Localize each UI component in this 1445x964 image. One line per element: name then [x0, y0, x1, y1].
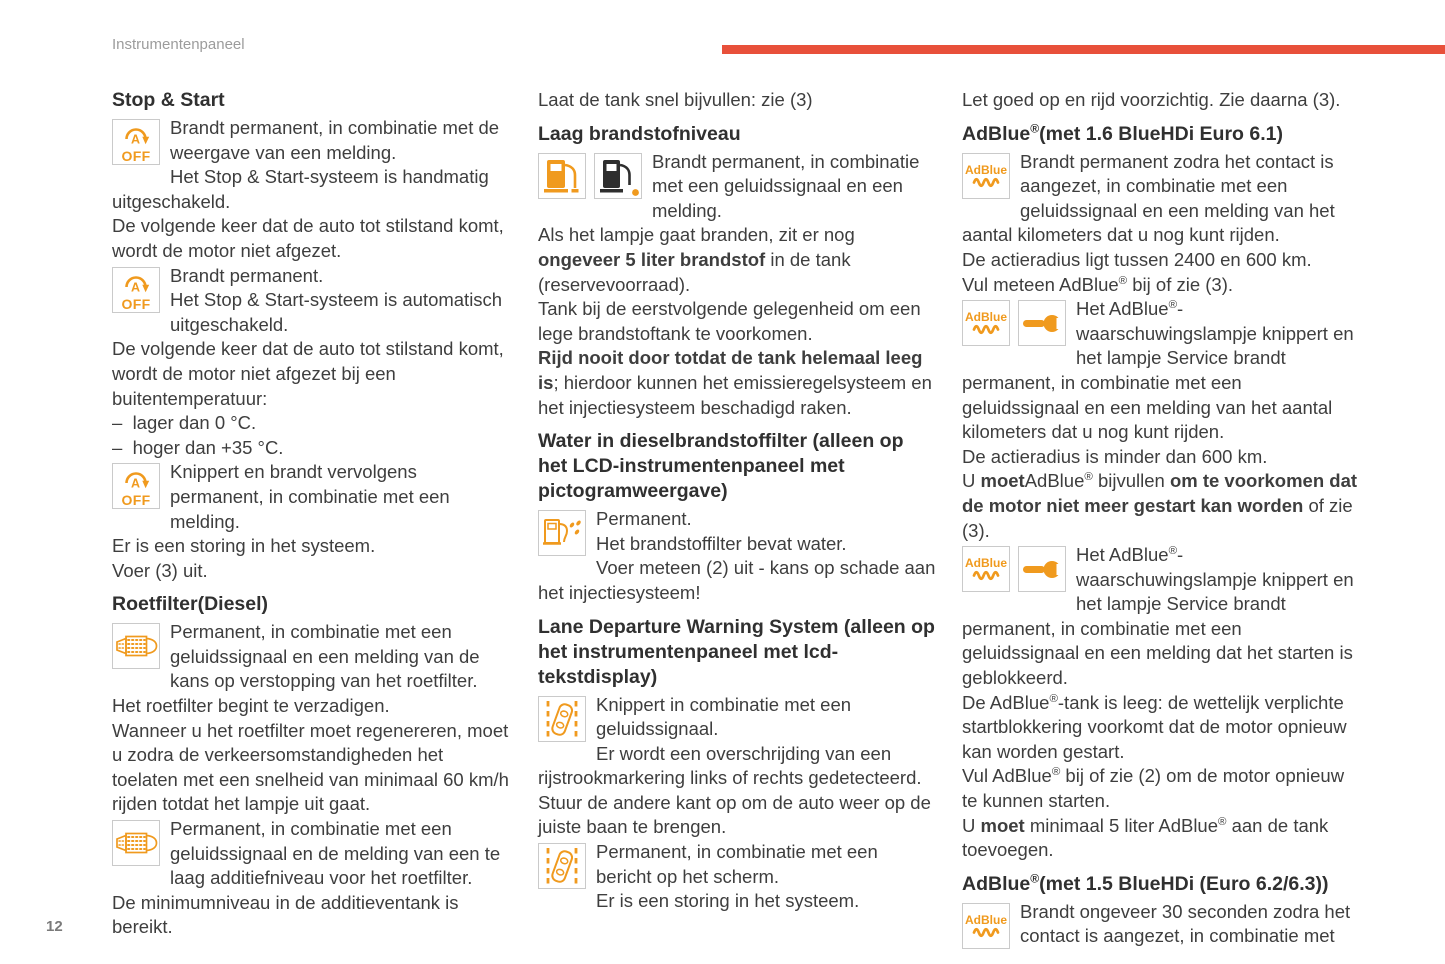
text-block — [538, 88, 938, 113]
section-heading — [538, 122, 938, 147]
text-block — [962, 150, 1364, 298]
paragraph — [962, 691, 1364, 765]
warning-lamp-icon-group — [962, 546, 1066, 592]
registered-trademark-sign: ® — [1051, 766, 1061, 779]
paragraph — [112, 719, 512, 817]
svg-text:AdBlue: AdBlue — [965, 162, 1007, 177]
warning-lamp-icon-group — [962, 903, 1010, 949]
svg-text:OFF: OFF — [121, 295, 151, 312]
text-run: De AdBlue — [962, 691, 1050, 713]
text-run: Stuur de andere kant op om de auto weer op de juiste baan te brengen. — [538, 791, 931, 838]
warning-lamp-icon-group — [962, 153, 1010, 199]
section-heading — [112, 592, 512, 617]
svg-text:AdBlue: AdBlue — [965, 556, 1007, 571]
text-run: Stop & Start — [112, 89, 225, 111]
text-run: U — [962, 470, 981, 492]
text-run: -waarschuwingslampje knippert en het lampje Service brandt permanent, in combinatie met een geluidssignaal en een melding van het aantal kilometers dat u nog kunt rijden. — [962, 298, 1354, 443]
text-run: Het roetfilter begint te verzadigen. — [112, 695, 390, 717]
registered-trademark-sign: ® — [1118, 274, 1128, 287]
text-run: Er wordt een overschrijding van een rijstrookmarkering links of rechts gedetecteerd. — [538, 742, 922, 789]
text-run: AdBlue — [962, 122, 1031, 145]
text-block — [962, 88, 1364, 113]
warning-lamp-icon-group — [112, 623, 160, 669]
text-run: U — [962, 814, 981, 836]
text-run: Brandt permanent, in combinatie met de weergave van een melding. — [170, 117, 500, 163]
text-run: – lager dan 0 °C. — [112, 412, 257, 434]
section-heading — [538, 615, 938, 690]
paragraph — [538, 742, 938, 791]
registered-trademark-sign: ® — [1168, 544, 1178, 557]
warning-lamp-icon-group — [538, 153, 642, 199]
text-run: De volgende keer dat de auto tot stilstand komt, wordt de motor niet afgezet. — [112, 215, 504, 261]
text-run: om te voorkomen dat de motor niet meer gestart kan worden — [962, 470, 1358, 516]
text-block — [962, 900, 1364, 951]
paragraph — [112, 337, 512, 411]
adblue-icon — [962, 300, 1010, 346]
page-header-title: Instrumentenpaneel — [112, 36, 245, 53]
text-run: (met 1.6 BlueHDi Euro 6.1) — [1039, 122, 1283, 145]
warning-lamp-icon-group — [538, 696, 586, 742]
warning-lamp-icon-group — [112, 119, 160, 165]
registered-trademark-sign: ® — [1030, 871, 1040, 886]
fuel-orange-icon — [538, 153, 586, 199]
text-run: Knippert en brandt vervolgens permanent, in combinatie met een melding. — [170, 461, 450, 532]
text-block — [538, 693, 938, 841]
paragraph — [538, 840, 938, 889]
text-run: in de tank (reservevoorraad). — [538, 248, 851, 295]
stop-start-icon — [112, 267, 160, 313]
fuel-black-icon — [594, 153, 642, 199]
fuel-water-icon — [538, 510, 586, 556]
svg-text:OFF: OFF — [121, 492, 151, 509]
text-block — [962, 543, 1364, 863]
text-run: bij of zie (2) om de motor opnieuw te kunnen starten. — [962, 765, 1345, 812]
text-run: of zie (3). — [962, 494, 1353, 541]
text-run: aan de tank toevoegen. — [962, 814, 1329, 861]
registered-trademark-sign: ® — [1084, 471, 1093, 484]
lane-icon — [538, 696, 586, 742]
text-run: Vul AdBlue — [962, 765, 1052, 787]
section-heading — [962, 122, 1364, 147]
text-run: Voer meteen (2) uit - kans op schade aan het injectiesysteem! — [538, 557, 936, 603]
text-run: Het Stop & Start-systeem is automatisch uitgeschakeld. — [170, 289, 503, 335]
paragraph — [112, 116, 512, 165]
text-run: De actieradius ligt tussen 2400 en 600 km. — [962, 248, 1312, 270]
paragraph — [112, 214, 512, 263]
text-run: AdBlue — [962, 872, 1031, 895]
text-run: AdBlue — [1024, 470, 1085, 492]
text-block — [538, 150, 938, 421]
text-block — [112, 116, 512, 264]
adblue-icon — [962, 546, 1010, 592]
column-1 — [112, 88, 512, 940]
paragraph — [962, 814, 1364, 863]
warning-lamp-icon-group — [962, 300, 1066, 346]
text-block — [112, 264, 512, 461]
accent-bar — [722, 45, 1445, 54]
adblue-icon — [962, 903, 1010, 949]
text-block — [112, 460, 512, 583]
dpf-icon — [112, 623, 160, 669]
section-heading — [962, 872, 1364, 897]
text-run: Roetfilter(Diesel) — [112, 593, 269, 616]
svg-text:OFF: OFF — [121, 148, 151, 164]
paragraph — [112, 288, 512, 337]
text-run: Permanent, in combinatie met een geluidssignaal en de melding van een te laag additiefniveau voor het roetfilter. — [170, 818, 501, 889]
paragraph — [112, 165, 512, 214]
text-run: Tank bij de eerstvolgende gelegenheid om een lege brandstoftank te voorkomen. — [538, 298, 921, 344]
text-run: Rijd nooit door totdat de tank helemaal leeg is — [538, 347, 923, 393]
paragraph — [112, 559, 512, 584]
text-run: -waarschuwingslampje knippert en het lampje Service brandt permanent, in combinatie met een geluidssignaal en een melding dat het starten is geblokkeerd. — [962, 544, 1354, 689]
text-run: ongeveer 5 liter brandstof — [538, 248, 766, 270]
warning-lamp-icon-group — [538, 843, 586, 889]
text-run: Lane Departure Warning System (alleen op het instrumentenpaneel met lcd-tekstdisplay) — [538, 615, 935, 688]
stop-start-icon — [112, 463, 160, 509]
warning-lamp-icon-group — [112, 820, 160, 866]
dpf-icon — [112, 820, 160, 866]
stop-start-icon — [112, 119, 160, 165]
text-run: Voer (3) uit. — [112, 559, 208, 581]
paragraph — [538, 889, 938, 914]
text-run: (met 1.5 BlueHDi (Euro 6.2/6.3)) — [1039, 872, 1329, 895]
text-run: Het AdBlue — [1076, 298, 1169, 320]
text-run: Het AdBlue — [1076, 544, 1169, 566]
paragraph — [538, 556, 938, 605]
registered-trademark-sign: ® — [1030, 121, 1040, 136]
warning-lamp-icon-group — [112, 463, 160, 509]
text-run: bijvullen — [1092, 470, 1170, 492]
paragraph — [962, 273, 1364, 298]
column-2 — [538, 88, 938, 914]
text-block — [538, 507, 938, 605]
paragraph — [112, 460, 512, 534]
text-run: Brandt permanent zodra het contact is aangezet, in combinatie met een geluidssignaal en een melding van het aantal kilometers dat u nog kunt rijden. — [962, 150, 1335, 246]
text-run: Als het lampje gaat branden, zit er nog — [538, 224, 855, 246]
text-run: moet — [980, 814, 1025, 836]
text-run: Het Stop & Start-systeem is handmatig uitgeschakeld. — [112, 166, 489, 212]
text-run: moet — [980, 470, 1025, 492]
text-run: Laat de tank snel bijvullen: zie (3) — [538, 89, 813, 110]
paragraph — [538, 88, 938, 113]
paragraph — [538, 791, 938, 840]
paragraph — [112, 264, 512, 289]
paragraph — [962, 900, 1364, 949]
paragraph — [538, 693, 938, 742]
wrench-icon — [1018, 546, 1066, 592]
lane-icon — [538, 843, 586, 889]
text-run: minimaal 5 liter AdBlue — [1024, 814, 1219, 836]
column-3 — [962, 88, 1364, 951]
svg-text:A: A — [130, 476, 141, 491]
paragraph — [962, 88, 1364, 113]
text-run: bij of zie (3). — [1127, 273, 1234, 295]
paragraph — [962, 150, 1364, 248]
svg-text:AdBlue: AdBlue — [965, 310, 1007, 325]
registered-trademark-sign: ® — [1168, 299, 1178, 311]
svg-text:A: A — [130, 280, 141, 295]
text-run: ; hierdoor kunnen het emissieregelsysteem en het injectiesysteem beschadigd raken. — [538, 371, 932, 418]
paragraph — [112, 411, 512, 436]
text-run: De volgende keer dat de auto tot stilstand komt, wordt de motor niet afgezet bij een buitentemperatuur: — [112, 338, 504, 409]
text-run: Er is een storing in het systeem. — [596, 890, 860, 912]
svg-text:AdBlue: AdBlue — [965, 912, 1007, 927]
paragraph — [112, 891, 512, 940]
paragraph — [112, 694, 512, 719]
section-heading — [112, 88, 512, 113]
paragraph — [112, 534, 512, 559]
paragraph — [112, 436, 512, 461]
paragraph — [538, 297, 938, 346]
wrench-icon — [1018, 300, 1066, 346]
text-run: -tank is leeg: de wettelijk verplichte startblokkering voorkomt dat de motor opnieuw kan worden gestart. — [962, 691, 1347, 762]
text-run: Water in dieselbrandstoffilter (alleen op het LCD-instrumentenpaneel met pictogramweergave) — [538, 430, 904, 503]
svg-text:A: A — [130, 132, 141, 147]
text-run: Permanent. — [596, 508, 692, 530]
text-run: Wanneer u het roetfilter moet regenereren, moet u zodra de verkeersomstandigheden het toelaten met een snelheid van minimaal 60 km/h rijden totdat het lampje uit gaat. — [112, 719, 509, 815]
section-heading — [538, 429, 938, 504]
text-run: Knippert in combinatie met een geluidssignaal. — [596, 693, 852, 740]
text-run: Let goed op en rijd voorzichtig. Zie daarna (3). — [962, 89, 1341, 110]
paragraph — [538, 346, 938, 420]
text-run: Er is een storing in het systeem. — [112, 535, 376, 557]
paragraph — [112, 817, 512, 891]
paragraph — [962, 445, 1364, 470]
paragraph — [962, 764, 1364, 813]
text-run: Het brandstoffilter bevat water. — [596, 532, 847, 554]
text-run: De actieradius is minder dan 600 km. — [962, 445, 1268, 467]
text-run: Brandt ongeveer 30 seconden zodra het contact is aangezet, in combinatie met — [1020, 900, 1351, 947]
paragraph — [538, 223, 938, 297]
registered-trademark-sign: ® — [1049, 692, 1058, 705]
paragraph — [538, 532, 938, 557]
paragraph — [962, 248, 1364, 273]
text-run: Permanent, in combinatie met een geluidssignaal en een melding van de kans op verstopping van het roetfilter. — [170, 621, 480, 692]
text-run: Permanent, in combinatie met een bericht op het scherm. — [596, 841, 878, 887]
text-block — [112, 620, 512, 817]
text-run: Vul meteen AdBlue — [962, 273, 1119, 295]
text-block — [538, 840, 938, 914]
text-run: De minimumniveau in de additieventank is bereikt. — [112, 891, 459, 938]
text-run: – hoger dan +35 °C. — [112, 436, 284, 458]
paragraph — [962, 469, 1364, 543]
paragraph — [538, 507, 938, 532]
paragraph — [112, 620, 512, 694]
page-number: 12 — [46, 918, 63, 935]
registered-trademark-sign: ® — [1218, 815, 1227, 828]
text-run: Laag brandstofniveau — [538, 122, 741, 145]
adblue-icon — [962, 153, 1010, 199]
text-run: Brandt permanent. — [170, 264, 324, 286]
text-block — [112, 817, 512, 940]
warning-lamp-icon-group — [112, 267, 160, 313]
text-block — [962, 297, 1364, 543]
text-run: Brandt permanent, in combinatie met een geluidssignaal en een melding. — [652, 150, 920, 221]
warning-lamp-icon-group — [538, 510, 586, 556]
